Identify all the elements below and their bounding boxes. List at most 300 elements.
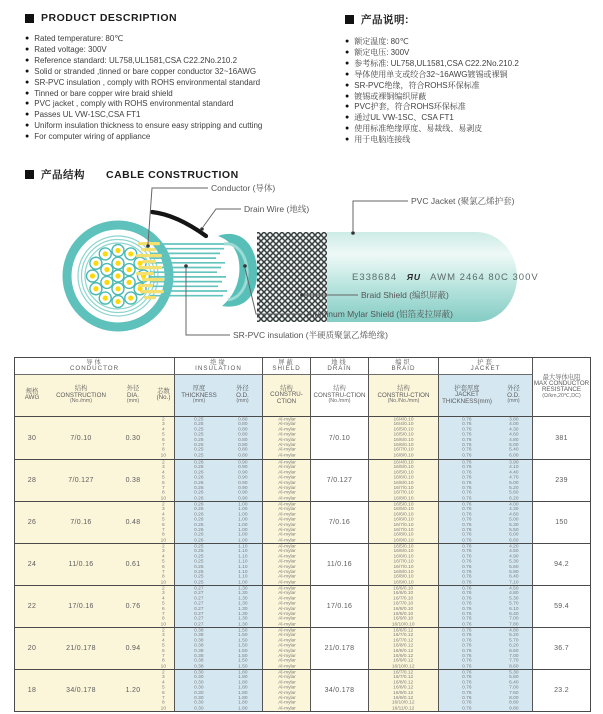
- bullet-item: [25, 34, 335, 45]
- sub-value: 4.20: [508, 544, 519, 549]
- sub-value: 9.80: [508, 705, 519, 711]
- sub-value: 5.30: [508, 522, 519, 528]
- sub-value: 0.80: [237, 432, 248, 438]
- cell-jacket-thickness-values: [462, 544, 471, 585]
- sub-value: 1.30: [237, 611, 248, 617]
- sub-value: Al-mylar: [277, 680, 296, 686]
- sub-value: 16/9/0.12: [393, 690, 414, 696]
- sub-value: 16/8/0.12: [393, 680, 414, 686]
- sub-value: 5.00: [508, 517, 519, 523]
- sub-value: 8: [162, 574, 165, 580]
- sub-value: 16/11/0.12: [392, 705, 415, 711]
- sub-value: 0.30: [194, 680, 204, 686]
- sub-value: 0.25: [194, 443, 204, 448]
- bullet-text: Uniform insulation thickness to ensure easy stripping and cutting: [34, 121, 263, 131]
- sub-value: 16/4/0.10: [393, 422, 414, 428]
- sub-value: 5.40: [508, 448, 519, 454]
- sub-value: 5.50: [508, 527, 519, 533]
- cell-drain-value: 7/0.127: [326, 477, 353, 484]
- sub-value: 0.27: [194, 591, 204, 596]
- core-conductor-dot: [115, 261, 120, 266]
- cell-jacket-od-values: [509, 670, 518, 711]
- jacket-print-text: [352, 272, 539, 283]
- sub-value: Al-mylar: [277, 643, 296, 649]
- cell-resistance: [533, 627, 590, 669]
- jacket-print-spec: AWM 2464 80C 300V: [430, 272, 539, 283]
- core-conductor-dot: [90, 273, 95, 278]
- sub-value: 8: [162, 658, 165, 664]
- sub-value: Al-mylar: [277, 648, 296, 654]
- sub-value: 6.10: [508, 606, 519, 612]
- sub-value: Al-mylar: [277, 522, 296, 528]
- sub-value: 1.80: [237, 690, 248, 696]
- sub-value: 0.76: [462, 596, 472, 602]
- cell-jacket-thickness-values: [462, 670, 471, 711]
- core-conductor-dot: [128, 251, 133, 256]
- sub-value: 16/6/0.12: [393, 628, 414, 633]
- cell-braid-values: [392, 628, 415, 669]
- sub-value: 0.38: [194, 643, 204, 649]
- sub-value: 7.50: [508, 690, 519, 696]
- sub-value: 16/5/0.10: [393, 465, 414, 470]
- cell-cores: [153, 627, 175, 669]
- sub-value: 6: [162, 564, 165, 570]
- group-label-en: JACKET: [470, 364, 501, 372]
- table-group-jacket: [439, 358, 533, 375]
- sub-value: 0.26: [194, 485, 204, 491]
- sub-value: 0.25: [194, 569, 204, 575]
- cell-drain-value: 11/0.16: [327, 561, 352, 568]
- sub-value: Al-mylar: [277, 417, 296, 423]
- sub-value: 1.00: [237, 507, 248, 512]
- core-conductor-dot: [104, 267, 109, 272]
- bullet-text: Passes UL VW-1SC,CSA FT1: [34, 110, 141, 120]
- sub-value: 1.10: [237, 549, 248, 554]
- cell-shield-values: [278, 544, 296, 585]
- sub-value: 1.30: [237, 616, 248, 622]
- sub-value: 0.76: [462, 586, 472, 591]
- callout-pvc-jacket: [351, 196, 514, 235]
- sub-value: 3: [162, 675, 165, 680]
- sub-value: 3: [162, 507, 165, 512]
- cell-jacket-thickness: [439, 543, 495, 585]
- sub-value: 0.76: [462, 705, 472, 711]
- bullet-text: 额定温度: 80℃: [354, 37, 409, 46]
- sub-value: 0.26: [194, 532, 204, 538]
- sub-value: 0.76: [462, 616, 472, 622]
- cell-jacket-thickness-values: [462, 502, 471, 543]
- sub-value: Al-mylar: [277, 601, 296, 607]
- col-label-zh: 厚度: [192, 385, 206, 393]
- cell-cores: [153, 669, 175, 711]
- col-label-unit: (mm): [192, 397, 206, 404]
- bullet-text: 参考标准: UL758,UL1581,CSA C22.2No.210.2: [354, 58, 519, 68]
- sub-value: Al-mylar: [277, 495, 296, 501]
- col-label-unit: (Ω/km,20℃,DC): [542, 392, 581, 399]
- cell-construction: [49, 627, 113, 669]
- sub-value: 0.76: [462, 422, 472, 428]
- sub-value: 5: [162, 432, 165, 438]
- sub-value: Al-mylar: [277, 574, 296, 580]
- sub-value: 0.30: [194, 700, 204, 706]
- cell-resistance-value: 36.7: [554, 645, 569, 652]
- sub-value: 2: [162, 460, 165, 465]
- sub-value: 1.30: [237, 591, 248, 596]
- bullet-text: 使用标准绝缘厚度、易裁线、易剥皮: [354, 124, 483, 134]
- sub-value: 0.76: [462, 606, 472, 612]
- sub-value: 0.90: [237, 460, 248, 465]
- sub-value: 0.25: [194, 427, 204, 433]
- sub-value: Al-mylar: [277, 569, 296, 575]
- cell-construction-value: 11/0.16: [68, 561, 94, 568]
- cell-ins-od-values: [238, 502, 247, 543]
- product-description-title: [25, 12, 335, 24]
- cell-braid: [369, 417, 439, 459]
- sub-value: 3.90: [508, 460, 519, 465]
- bullet-item: [345, 92, 600, 103]
- cell-ins-thickness: [175, 543, 223, 585]
- sub-value: 0.76: [462, 700, 472, 706]
- sub-value: 16/6/0.10: [393, 475, 414, 481]
- table-col-jacket-thickness-header: [439, 375, 495, 417]
- group-label-zh: 导体: [86, 358, 103, 366]
- cell-resistance-value: 381: [555, 434, 568, 442]
- group-label-en: BRAID: [391, 364, 416, 372]
- bullet-icon: ●: [345, 125, 350, 133]
- sub-value: Al-mylar: [277, 544, 296, 549]
- bullet-item: [345, 70, 600, 81]
- cell-dia-value: 1.20: [125, 687, 141, 694]
- sub-value: 0.25: [194, 417, 204, 423]
- sub-value: 5.00: [508, 480, 519, 486]
- sub-value: 1.30: [237, 586, 248, 591]
- bullet-icon: ●: [345, 48, 350, 56]
- sub-value: 4.00: [508, 502, 519, 507]
- sub-value: 3: [162, 422, 165, 428]
- cell-jacket-od: [495, 501, 533, 543]
- product-description-section: [25, 12, 335, 143]
- sub-value: Al-mylar: [277, 690, 296, 696]
- sub-value: 5: [162, 517, 165, 523]
- conductor-strand: [142, 278, 164, 281]
- col-label-zh: 规格: [25, 388, 39, 396]
- sub-value: 16/7/0.12: [393, 638, 414, 644]
- cell-dia: [113, 669, 153, 711]
- sub-value: 16/7/0.12: [393, 633, 414, 638]
- bullet-icon: ●: [345, 59, 350, 67]
- sub-value: Al-mylar: [277, 532, 296, 538]
- col-label-zh: 结构: [74, 385, 88, 393]
- col-label-en: CONSTRU-CTION: [377, 391, 430, 399]
- sub-value: 0.76: [462, 427, 472, 433]
- col-label-en: AWG: [24, 394, 40, 402]
- sub-value: 16/7/0.10: [393, 559, 414, 565]
- col-label-en: O.D.: [507, 391, 520, 399]
- cell-drain-value: 34/0.178: [324, 687, 355, 694]
- cell-shield: [263, 459, 311, 501]
- cell-braid: [369, 543, 439, 585]
- conductor-strand: [138, 284, 153, 287]
- table-col-drain-header: [311, 375, 369, 417]
- cell-resistance-value: 59.4: [554, 603, 569, 610]
- sub-value: 0.76: [462, 653, 472, 659]
- sub-value: 1.00: [237, 527, 248, 533]
- sub-value: 0.76: [462, 443, 472, 448]
- col-label-en: CONSTRU-CTION: [313, 391, 366, 399]
- sub-value: 5.60: [508, 564, 519, 570]
- cell-shield-values: [278, 670, 296, 711]
- core-conductor-dot: [115, 248, 120, 253]
- sub-value: 1.80: [237, 685, 248, 691]
- cell-ins-thickness: [175, 501, 223, 543]
- bullet-text: 额定电压: 300V: [354, 47, 410, 57]
- sub-value: Al-mylar: [277, 549, 296, 554]
- bullet-text: 镀锡或裸铜编织屏蔽: [354, 91, 427, 101]
- sub-value: 0.76: [462, 527, 472, 533]
- cell-cores-values: [161, 670, 166, 711]
- cell-jacket-thickness-values: [462, 586, 471, 627]
- sub-value: 0.38: [194, 628, 204, 633]
- sub-value: 0.76: [462, 485, 472, 491]
- sub-value: 4: [162, 596, 165, 602]
- sub-value: 0.38: [194, 653, 204, 659]
- cell-construction-value: 17/0.16: [68, 603, 94, 610]
- bullet-icon: ●: [25, 78, 30, 86]
- sub-value: 0.76: [462, 628, 472, 633]
- sub-value: 16/9/0.12: [393, 658, 414, 664]
- sub-value: 0.26: [194, 527, 204, 533]
- sub-value: 5.00: [508, 443, 519, 448]
- cell-shield: [263, 585, 311, 627]
- cell-drain: [311, 669, 369, 711]
- bullet-text: Rated voltage: 300V: [34, 44, 107, 54]
- cell-ins-thickness-values: [194, 418, 203, 459]
- sub-value: 1.30: [237, 596, 248, 602]
- sub-value: 5: [162, 601, 165, 607]
- sub-value: 0.30: [194, 675, 204, 680]
- cell-dia: [113, 627, 153, 669]
- sub-value: 16/9/0.12: [393, 653, 414, 659]
- cell-ins-od: [223, 585, 263, 627]
- sub-value: 1.10: [237, 569, 248, 575]
- sub-value: Al-mylar: [277, 438, 296, 443]
- sub-value: 0.76: [462, 460, 472, 465]
- core-conductor-dot: [115, 299, 120, 304]
- cell-awg-value: 26: [27, 519, 37, 526]
- callout-drain-wire: [200, 204, 309, 231]
- section-square-icon: [25, 14, 34, 23]
- sub-value: 16/8/0.10: [393, 611, 414, 617]
- product-description-zh-title-text: 产品说明:: [361, 14, 409, 26]
- cell-ins-od-values: [238, 460, 247, 501]
- sub-value: 16/8/0.10: [393, 453, 414, 459]
- sub-value: 0.25: [194, 574, 204, 580]
- cell-ins-thickness-values: [194, 586, 203, 627]
- sub-value: 0.76: [462, 532, 472, 538]
- sub-value: 16/5/0.10: [393, 507, 414, 512]
- cell-cores-values: [161, 502, 166, 543]
- sub-value: Al-mylar: [277, 517, 296, 523]
- bullet-item: [345, 102, 600, 113]
- cell-ins-thickness: [175, 669, 223, 711]
- col-label-en: CONSTRUCTION: [56, 391, 106, 399]
- sub-value: 6.40: [508, 611, 519, 617]
- cell-construction-value: 7/0.127: [68, 477, 94, 484]
- sub-value: 1.10: [237, 554, 248, 560]
- conductor-strand: [142, 260, 156, 263]
- sub-value: 16/6/0.10: [393, 438, 414, 443]
- cell-jacket-od-values: [509, 586, 518, 627]
- sub-value: 0.76: [462, 517, 472, 523]
- sub-value: 7.00: [508, 616, 519, 622]
- sub-value: 16/8/0.12: [393, 643, 414, 649]
- sub-value: 1.00: [237, 517, 248, 523]
- cell-ins-od: [223, 459, 263, 501]
- bullet-icon: ●: [345, 70, 350, 78]
- cell-drain-value: 17/0.16: [326, 603, 353, 610]
- sub-value: Al-mylar: [277, 586, 296, 591]
- bullet-icon: ●: [345, 81, 350, 89]
- sub-value: 0.76: [462, 601, 472, 607]
- sub-value: 10: [160, 621, 167, 627]
- sub-value: 0.27: [194, 606, 204, 612]
- sub-value: 0.76: [462, 564, 472, 570]
- sub-value: Al-mylar: [277, 490, 296, 496]
- sub-value: Al-mylar: [277, 512, 296, 518]
- drain-wire-label: Drain Wire (地线): [244, 204, 310, 214]
- sub-value: 0.76: [462, 522, 472, 528]
- bullet-text: Reference standard: UL758,UL1581,CSA C22.2No.210.2: [34, 55, 238, 65]
- sub-value: 16/7/0.12: [393, 675, 414, 680]
- cell-cores-values: [161, 460, 166, 501]
- cell-jacket-od-values: [509, 460, 518, 501]
- sub-value: Al-mylar: [277, 527, 296, 533]
- cell-cores: [153, 417, 175, 459]
- product-description-zh-title: [345, 12, 600, 27]
- cell-jacket-thickness: [439, 459, 495, 501]
- sub-value: 1.50: [237, 663, 248, 669]
- cell-resistance: [533, 417, 590, 459]
- sub-value: 7.80: [508, 621, 519, 627]
- col-label-zh: 芯数: [157, 388, 170, 396]
- table-col-awg-header: [15, 375, 49, 417]
- sub-value: Al-mylar: [277, 460, 296, 465]
- conductor-strand: [141, 248, 156, 251]
- sub-value: 16/7/0.10: [393, 485, 414, 491]
- cell-awg: [15, 585, 49, 627]
- cell-drain: [311, 543, 369, 585]
- col-label-unit: (No./mm): [69, 397, 93, 404]
- sub-value: 5: [162, 643, 165, 649]
- sub-value: 7: [162, 569, 165, 575]
- sub-value: Al-mylar: [277, 606, 296, 612]
- sub-value: 16/8/0.10: [393, 532, 414, 538]
- col-label-zh: 结构: [333, 385, 346, 393]
- sub-value: 16/6/0.10: [393, 591, 414, 596]
- sub-value: 0.25: [194, 422, 204, 428]
- cable-cross-section: [67, 225, 169, 327]
- table-group-conductor: [15, 358, 175, 375]
- sub-value: 4: [162, 470, 165, 476]
- sub-value: 16/7/0.10: [393, 448, 414, 454]
- cell-construction: [49, 543, 113, 585]
- cell-drain: [311, 417, 369, 459]
- sub-value: 7.10: [508, 579, 519, 585]
- sub-value: 7.70: [508, 658, 519, 664]
- cell-ins-od: [223, 501, 263, 543]
- bullet-item: [25, 99, 335, 110]
- col-label-en: MAX CONDUCTOR RESISTANCE: [533, 379, 590, 394]
- callout-dot: [351, 231, 355, 235]
- sub-value: 16/5/0.10: [393, 470, 414, 476]
- sub-value: 6.20: [508, 495, 519, 501]
- sub-value: Al-mylar: [277, 670, 296, 675]
- col-label-unit: (mm): [126, 397, 140, 404]
- sub-value: 1.50: [237, 653, 248, 659]
- cell-awg: [15, 459, 49, 501]
- core-conductor-dot: [126, 267, 131, 272]
- bullet-icon: ●: [345, 136, 350, 144]
- sub-value: 16/7/0.10: [393, 490, 414, 496]
- sub-value: 0.80: [237, 443, 248, 448]
- col-label-en: THICKNESS: [181, 391, 217, 399]
- sub-value: 7: [162, 485, 165, 491]
- sub-value: 6.40: [508, 680, 519, 686]
- sub-value: 6: [162, 438, 165, 443]
- product-description-list: [25, 34, 335, 143]
- callout-dot: [146, 244, 150, 248]
- sub-value: Al-mylar: [277, 633, 296, 638]
- conductor-strand: [136, 254, 162, 257]
- cell-jacket-od-values: [509, 418, 518, 459]
- cell-awg: [15, 627, 49, 669]
- sub-value: 0.26: [194, 502, 204, 507]
- cell-ins-od-values: [238, 670, 247, 711]
- sub-value: 5.70: [508, 638, 519, 644]
- sub-value: 1.80: [237, 670, 248, 675]
- bullet-icon: ●: [25, 56, 30, 64]
- cell-jacket-thickness-values: [462, 460, 471, 501]
- sub-value: 5.80: [508, 675, 519, 680]
- cell-resistance: [533, 543, 590, 585]
- cell-ins-od-values: [238, 586, 247, 627]
- col-label-en: O.D.: [236, 391, 249, 399]
- cell-resistance: [533, 459, 590, 501]
- cell-braid: [369, 585, 439, 627]
- sub-value: 3: [162, 465, 165, 470]
- cell-drain: [311, 501, 369, 543]
- table-col-jacket-od-header: [495, 375, 533, 417]
- sub-value: 3.80: [508, 417, 519, 423]
- sub-value: 16/8/0.10: [393, 606, 414, 612]
- sub-value: 0.76: [462, 432, 472, 438]
- cell-braid: [369, 669, 439, 711]
- sub-value: 6: [162, 690, 165, 696]
- sub-value: 0.76: [462, 591, 472, 596]
- cell-ins-thickness: [175, 459, 223, 501]
- bullet-text: 用于电脑连接线: [354, 135, 411, 145]
- sub-value: 0.76: [462, 670, 472, 675]
- jacket-print-cert: E338684: [352, 272, 398, 283]
- sr-pvc-label: SR-PVC insulation (半硬质聚氯乙烯绝缘): [233, 330, 388, 340]
- table-group-insulation: [175, 358, 263, 375]
- bullet-text: PVC jacket , comply with ROHS environmental standard: [34, 99, 234, 109]
- sub-value: 1.80: [237, 680, 248, 686]
- sub-value: 0.76: [462, 512, 472, 518]
- sub-value: 4.40: [508, 470, 519, 476]
- bullet-icon: ●: [345, 92, 350, 100]
- sub-value: 0.26: [194, 522, 204, 528]
